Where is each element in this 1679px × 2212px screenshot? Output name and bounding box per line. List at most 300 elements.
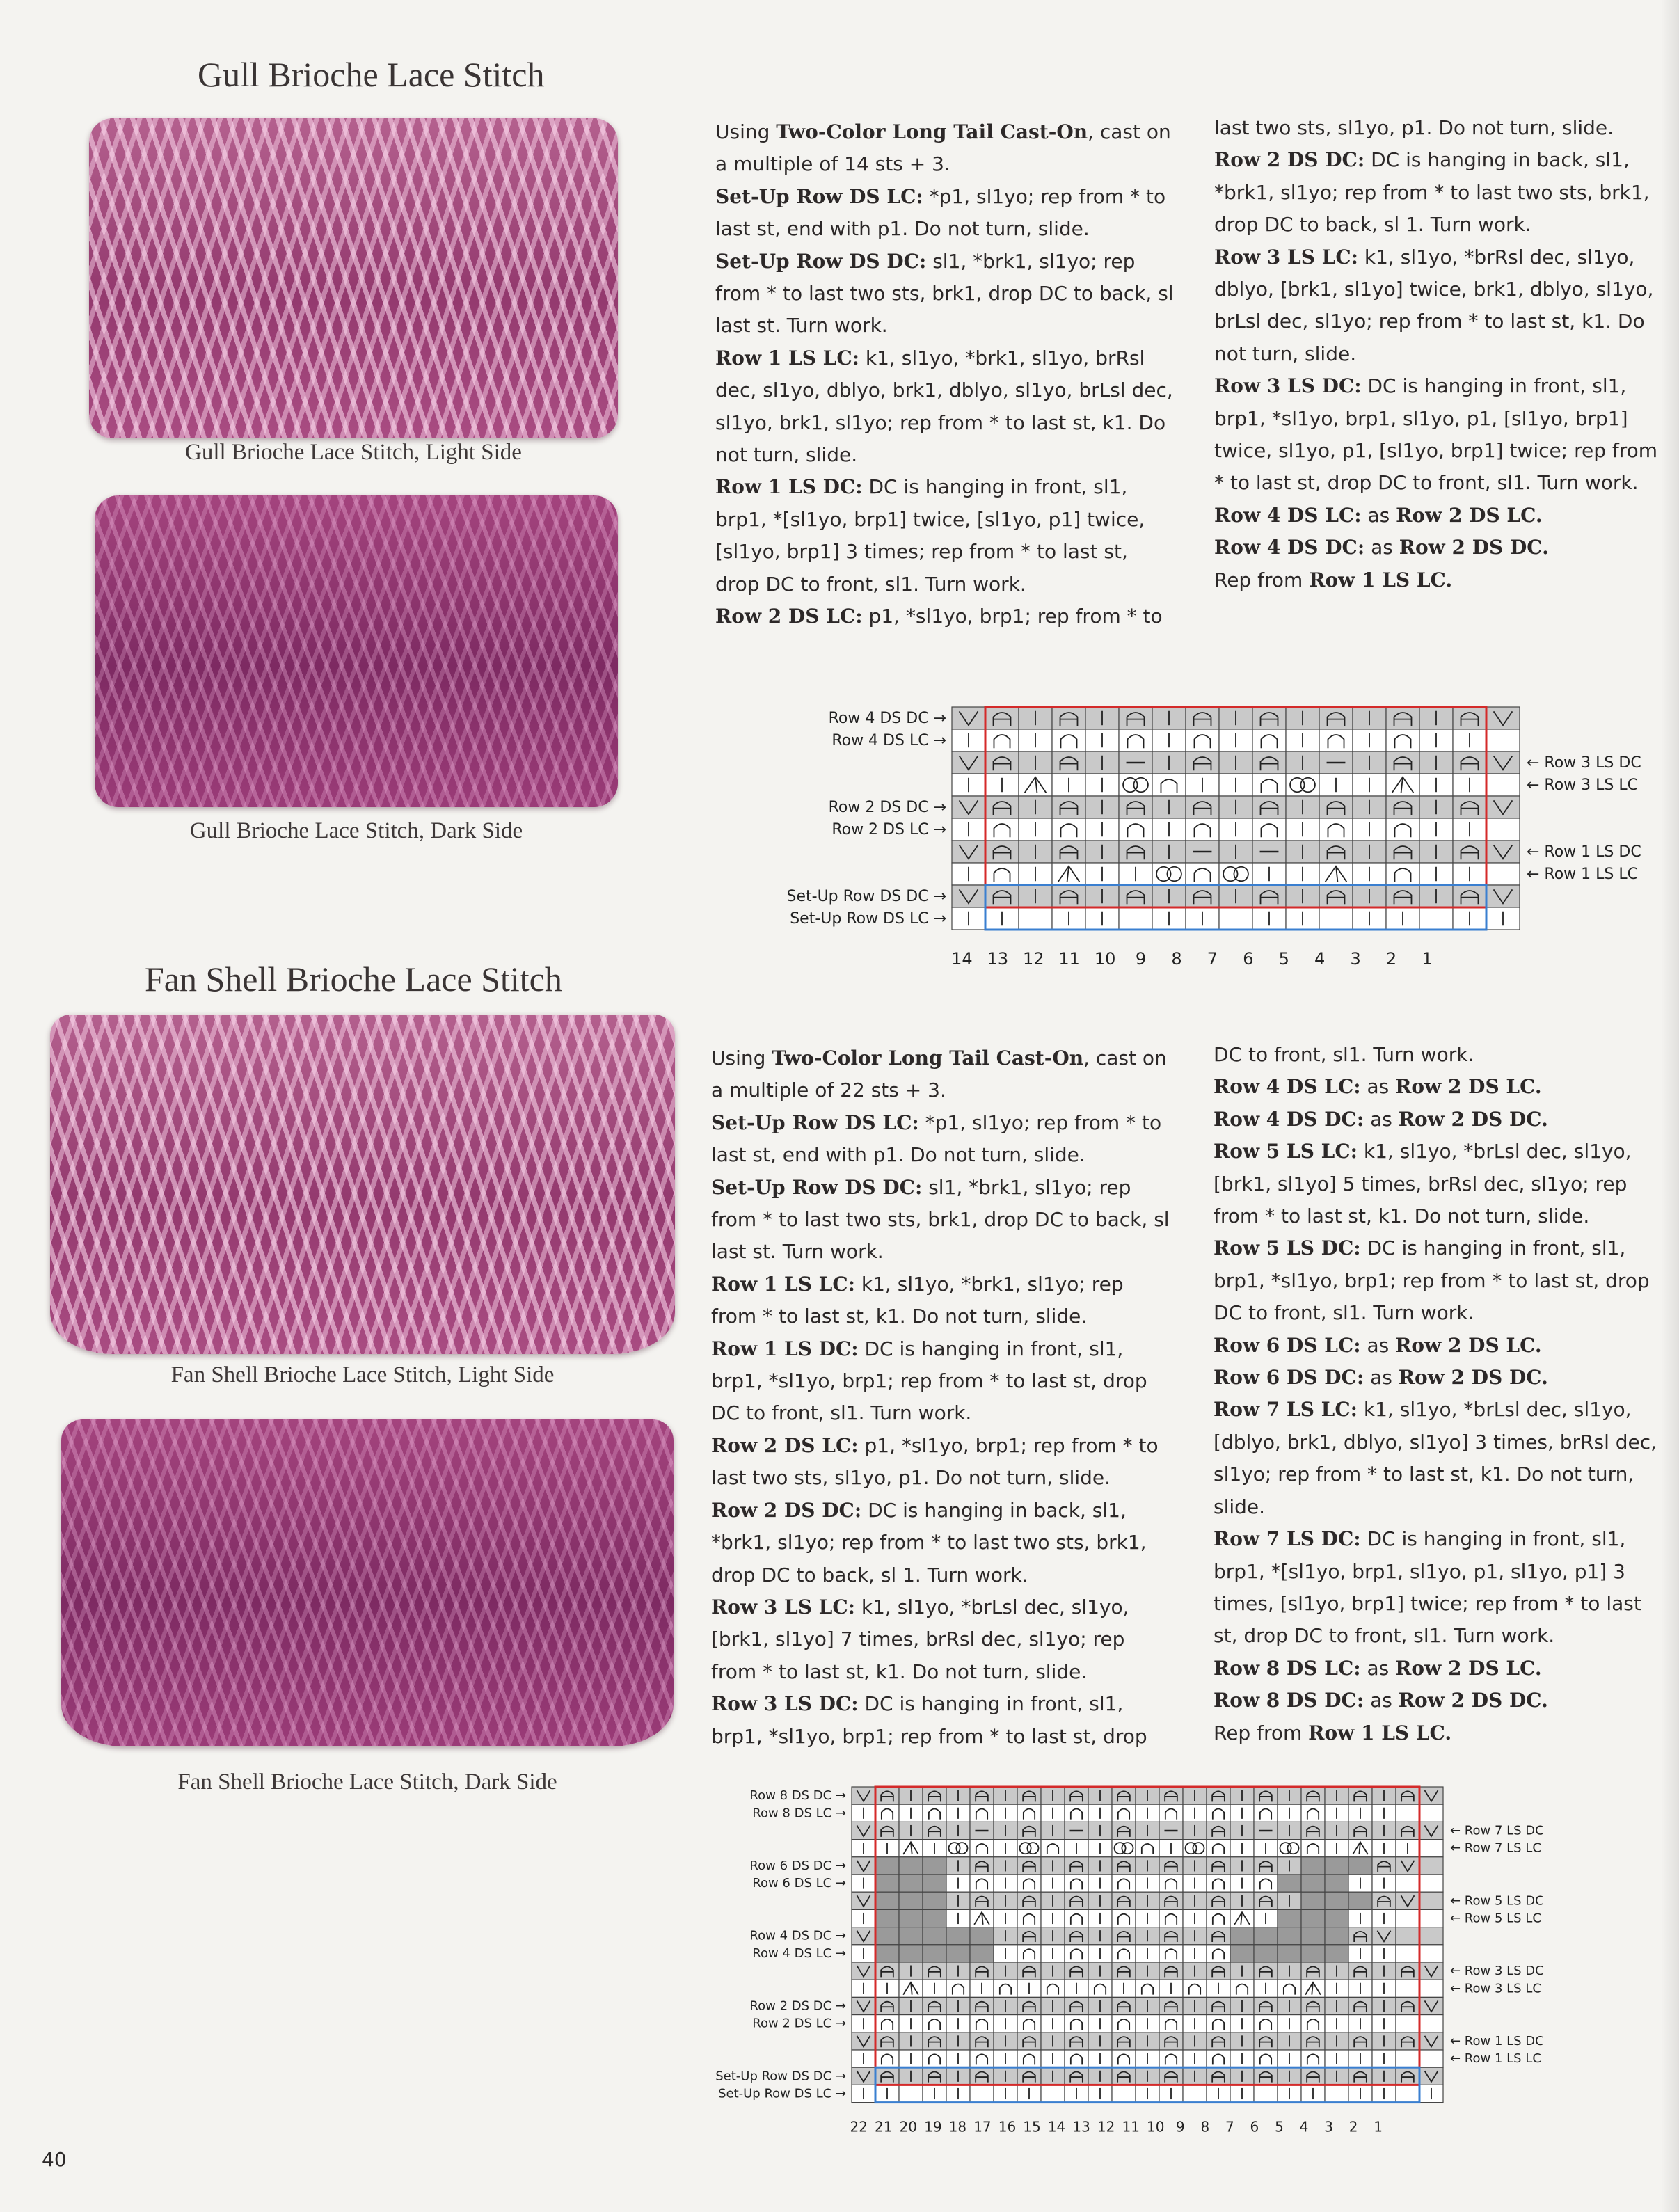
chart-cell bbox=[852, 2085, 875, 2102]
chart-symbol-brioche-knit bbox=[976, 1897, 988, 1907]
chart-cell bbox=[946, 2032, 970, 2050]
chart-cell bbox=[1348, 1980, 1372, 1997]
instruction-text: DC is hanging in front, sl1, brp1, *sl1yo, brp1; rep from * to last st, drop DC to front, sl1. Turn work. bbox=[711, 1337, 1147, 1425]
chart-cell bbox=[1254, 1840, 1278, 1857]
chart-cell bbox=[1230, 2050, 1254, 2067]
chart-symbol-brioche-purl bbox=[1024, 1879, 1035, 1889]
chart-cell bbox=[946, 1927, 970, 1945]
chart-symbol-brioche-knit bbox=[1394, 846, 1412, 859]
chart-cell bbox=[1278, 1822, 1301, 1839]
chart-cell bbox=[1159, 1822, 1183, 1839]
chart-cell bbox=[1152, 774, 1186, 796]
chart-cell bbox=[1119, 841, 1152, 863]
chart-cell bbox=[1396, 2085, 1419, 2102]
page-gutter-shadow bbox=[1661, 0, 1679, 2212]
chart-cell bbox=[1152, 729, 1186, 751]
chart-cell bbox=[970, 1787, 994, 1804]
chart-cell bbox=[1252, 863, 1286, 885]
instruction-row-label: Row 5 LS LC: bbox=[1214, 1140, 1358, 1163]
chart-cell bbox=[1041, 1980, 1065, 1997]
chart-cell bbox=[1159, 1787, 1183, 1804]
chart-symbol-brioche-purl bbox=[953, 1984, 964, 1995]
chart-cell bbox=[1119, 774, 1152, 796]
chart-symbol-brioche-purl bbox=[1213, 2054, 1224, 2064]
chart-cell bbox=[970, 2032, 994, 2050]
instruction-row-label: Set-Up Row DS DC: bbox=[711, 1175, 923, 1199]
chart-cell bbox=[952, 885, 985, 907]
chart-row-label-left: Set-Up Row DS LC → bbox=[718, 2086, 846, 2101]
chart-cell bbox=[1252, 885, 1286, 907]
chart-row-label-left: Row 8 DS DC → bbox=[749, 1788, 846, 1804]
instruction-row-label: Row 2 DS LC. bbox=[1395, 1075, 1542, 1099]
instruction-paragraph bbox=[1214, 1104, 1664, 1136]
chart-cell bbox=[1112, 1909, 1136, 1927]
chart-symbol-brioche-knit bbox=[1212, 2002, 1225, 2012]
chart-cell bbox=[1136, 1997, 1159, 2014]
chart-cell bbox=[994, 1962, 1017, 1980]
chart-cell bbox=[1085, 707, 1119, 729]
chart-cell bbox=[1183, 1927, 1207, 1945]
chart-cell bbox=[1453, 818, 1486, 841]
instruction-text: as bbox=[1364, 536, 1399, 559]
chart-symbol-slip bbox=[960, 711, 978, 725]
chart-cell bbox=[994, 1980, 1017, 1997]
chart-cell bbox=[1252, 841, 1286, 863]
swatch-photo-fan-light bbox=[50, 1015, 675, 1354]
chart-cell bbox=[1065, 1875, 1088, 1892]
chart-symbol-brioche-purl bbox=[1165, 1949, 1177, 1959]
instruction-row-label: Two-Color Long Tail Cast-On bbox=[776, 120, 1088, 143]
chart-cell bbox=[970, 2015, 994, 2032]
chart-cell bbox=[1017, 2015, 1041, 2032]
chart-symbol-double-yo bbox=[948, 1843, 960, 1854]
chart-cell bbox=[1325, 1875, 1348, 1892]
chart-symbol-brioche-knit bbox=[1261, 713, 1278, 726]
chart-cell bbox=[1052, 707, 1085, 729]
chart-column-number: 12 bbox=[1097, 2118, 1115, 2135]
chart-cell bbox=[1152, 818, 1186, 841]
instruction-text: as bbox=[1364, 1107, 1399, 1131]
chart-column-number: 7 bbox=[1225, 2118, 1234, 2135]
chart-cell bbox=[1186, 841, 1219, 863]
chart-symbol-brioche-purl bbox=[1261, 735, 1277, 748]
chart-symbol-brioche-knit bbox=[1401, 2037, 1414, 2047]
instruction-text: p1, *sl1yo, brp1; rep from * to bbox=[862, 605, 1163, 628]
chart-cell bbox=[1017, 1997, 1041, 2014]
chart-row-label-right: ← Row 7 LS LC bbox=[1450, 1840, 1541, 1856]
chart-cell bbox=[1419, 1787, 1443, 1804]
chart-row-label-left: Set-Up Row DS LC → bbox=[790, 910, 946, 928]
instruction-paragraph bbox=[1214, 112, 1660, 144]
chart-cell bbox=[1486, 796, 1520, 818]
chart-symbol-brioche-knit bbox=[1394, 757, 1412, 770]
chart-cell bbox=[1348, 1909, 1372, 1927]
chart-row-label-left: Row 4 DS LC → bbox=[752, 1946, 846, 1961]
chart-cell bbox=[1019, 774, 1052, 796]
chart-cell bbox=[899, 1840, 923, 1857]
chart-symbol-brioche-purl bbox=[1213, 2019, 1224, 2030]
instruction-row-label: Row 1 LS LC. bbox=[1309, 568, 1453, 591]
chart-cell bbox=[1207, 1840, 1230, 1857]
chart-cell bbox=[1372, 1997, 1396, 2014]
chart-cell bbox=[1453, 907, 1486, 930]
chart-cell bbox=[899, 1909, 923, 1927]
chart-cell bbox=[1112, 2085, 1136, 2102]
chart-column-number: 1 bbox=[1422, 949, 1433, 969]
chart-cell bbox=[994, 1892, 1017, 1909]
chart-symbol-double-yo bbox=[1019, 1843, 1031, 1854]
chart-symbol-brioche-purl bbox=[1024, 1949, 1035, 1959]
chart-cell bbox=[1319, 841, 1353, 863]
chart-cell bbox=[1230, 1980, 1254, 1997]
chart-symbol-brioche-purl bbox=[1060, 824, 1076, 837]
chart-column-number: 11 bbox=[1122, 2118, 1140, 2135]
chart-cell bbox=[1230, 1927, 1254, 1945]
chart-cell bbox=[1017, 2067, 1041, 2085]
chart-cell bbox=[1207, 2015, 1230, 2032]
chart-symbol-brLsl-dec bbox=[1305, 1982, 1321, 1995]
chart-cell bbox=[1186, 774, 1219, 796]
chart-cell bbox=[1017, 1892, 1041, 1909]
chart-cell bbox=[1159, 1804, 1183, 1822]
instruction-row-label: Row 7 LS DC: bbox=[1214, 1527, 1361, 1551]
chart-cell bbox=[1419, 1980, 1443, 1997]
chart-cell bbox=[1278, 1892, 1301, 1909]
chart-cell bbox=[1207, 1804, 1230, 1822]
chart-setup-outline bbox=[985, 885, 1486, 930]
chart-cell bbox=[1152, 751, 1186, 774]
chart-symbol-brioche-knit bbox=[1261, 802, 1278, 815]
chart-symbol-double-yo bbox=[1185, 1843, 1196, 1854]
chart-column-number: 5 bbox=[1275, 2118, 1284, 2135]
chart-cell bbox=[1112, 1945, 1136, 1962]
chart-cell bbox=[1065, 1892, 1088, 1909]
chart-symbol-brioche-knit bbox=[1461, 846, 1479, 859]
instruction-row-label: Row 2 DS LC: bbox=[715, 605, 863, 628]
chart-symbol-brioche-knit bbox=[1023, 1827, 1035, 1837]
chart-cell bbox=[1254, 1857, 1278, 1875]
chart-cell bbox=[1183, 1962, 1207, 1980]
instruction-paragraph bbox=[1214, 500, 1660, 532]
chart-cell bbox=[1353, 796, 1386, 818]
chart-cell bbox=[1319, 707, 1353, 729]
chart-symbol-brioche-purl bbox=[976, 2054, 987, 2064]
chart-cell bbox=[1453, 751, 1486, 774]
chart-cell bbox=[946, 1840, 970, 1857]
instruction-row-label: Row 1 LS LC. bbox=[1308, 1721, 1452, 1744]
chart-cell bbox=[1348, 1997, 1372, 2014]
chart-cell bbox=[1085, 796, 1119, 818]
chart-symbol-brioche-knit bbox=[881, 2002, 893, 2012]
chart-cell bbox=[1419, 1840, 1443, 1857]
instruction-paragraph bbox=[711, 1495, 1173, 1591]
chart-cell bbox=[946, 2050, 970, 2067]
instruction-row-label: Row 2 DS DC: bbox=[711, 1498, 862, 1522]
chart-cell bbox=[1325, 1857, 1348, 1875]
chart-cell bbox=[1041, 1787, 1065, 1804]
chart-symbol-brioche-knit bbox=[1307, 1791, 1319, 1801]
chart-symbol-brioche-knit bbox=[1212, 2037, 1225, 2047]
chart-cell bbox=[970, 2067, 994, 2085]
instruction-text: Using bbox=[715, 120, 777, 143]
chart-cell bbox=[1159, 1857, 1183, 1875]
chart-cell bbox=[1219, 751, 1252, 774]
chart-cell bbox=[899, 2032, 923, 2050]
chart-row-label-right: ← Row 7 LS DC bbox=[1450, 1823, 1544, 1838]
instruction-text: k1, sl1yo, *brk1, sl1yo, brRsl dec, sl1yo, dblyo, brk1, dblyo, sl1yo, brLsl dec, sl1yo, brk1, sl1yo; rep from * to last st, k1. Do not turn, slide. bbox=[715, 346, 1173, 467]
chart-symbol-brioche-knit bbox=[1023, 1861, 1035, 1872]
swatch-photo-fan-dark bbox=[61, 1419, 674, 1746]
chart-symbol-brioche-purl bbox=[1328, 735, 1344, 748]
chart-cell bbox=[1065, 2085, 1088, 2102]
chart-cell bbox=[1386, 885, 1419, 907]
chart-cell bbox=[1152, 707, 1186, 729]
chart-cell bbox=[1453, 885, 1486, 907]
chart-row-label-right: ← Row 1 LS DC bbox=[1450, 2033, 1544, 2048]
chart-cell bbox=[970, 1980, 994, 1997]
chart-column-number: 13 bbox=[1072, 2118, 1090, 2135]
chart-symbol-brRsl-dec bbox=[1326, 866, 1347, 882]
chart-symbol-brRsl-dec bbox=[903, 1842, 918, 1854]
chart-symbol-brioche-purl bbox=[976, 1844, 987, 1854]
chart-cell bbox=[1136, 1857, 1159, 1875]
chart-cell bbox=[1186, 729, 1219, 751]
chart-column-number: 4 bbox=[1314, 949, 1326, 969]
chart-cell bbox=[1183, 1909, 1207, 1927]
chart-cell bbox=[1230, 2067, 1254, 2085]
chart-symbol-brioche-purl bbox=[1165, 1914, 1177, 1925]
chart-cell bbox=[1088, 1804, 1112, 1822]
chart-cell bbox=[1396, 1909, 1419, 1927]
instruction-row-label: Row 2 DS LC: bbox=[711, 1433, 859, 1457]
chart-cell bbox=[1088, 1857, 1112, 1875]
chart-cell bbox=[1396, 2067, 1419, 2085]
chart-symbol-brioche-knit bbox=[1194, 757, 1211, 770]
chart-cell bbox=[1319, 818, 1353, 841]
chart-cell bbox=[1325, 1927, 1348, 1945]
chart-cell bbox=[1159, 1962, 1183, 1980]
chart-symbol-brioche-purl bbox=[1127, 735, 1143, 748]
chart-cell bbox=[994, 2050, 1017, 2067]
chart-cell bbox=[1017, 1909, 1041, 1927]
chart-cell bbox=[1353, 863, 1386, 885]
chart-symbol-brioche-knit bbox=[1060, 846, 1078, 859]
chart-cell bbox=[1065, 2067, 1088, 2085]
chart-cell bbox=[1419, 841, 1453, 863]
instruction-text: DC is hanging in front, sl1, brp1, *[sl1yo, brp1, sl1yo, p1, sl1yo, p1] 3 times, [sl1yo, brp1] twice; rep from * to last st, drop DC to front, sl1. Turn work. bbox=[1214, 1527, 1641, 1648]
chart-cell bbox=[1252, 774, 1286, 796]
chart-symbol-slip bbox=[1494, 711, 1513, 725]
chart-cell bbox=[899, 1997, 923, 2014]
chart-column-number: 22 bbox=[850, 2118, 868, 2135]
chart-cell bbox=[1486, 751, 1520, 774]
chart-row-label-left: Row 6 DS LC → bbox=[752, 1876, 846, 1891]
chart-cell bbox=[1301, 1997, 1325, 2014]
chart-symbol-brioche-knit bbox=[1070, 2037, 1083, 2047]
chart-cell bbox=[1325, 1980, 1348, 1997]
chart-symbol-brioche-knit bbox=[1165, 1791, 1177, 1801]
chart-cell bbox=[1254, 1997, 1278, 2014]
chart-cell bbox=[923, 1787, 946, 1804]
chart-repeat-outline bbox=[875, 1787, 1419, 2085]
chart-symbol-slip bbox=[1424, 1825, 1438, 1836]
chart-cell bbox=[1017, 1857, 1041, 1875]
chart-cell bbox=[946, 1822, 970, 1839]
chart-symbol-brioche-knit bbox=[1259, 1897, 1272, 1907]
chart-cell bbox=[1017, 1804, 1041, 1822]
chart-cell bbox=[1017, 2032, 1041, 2050]
instruction-row-label: Row 8 DS DC: bbox=[1214, 1689, 1364, 1712]
chart-cell bbox=[1112, 1875, 1136, 1892]
chart-symbol-double-yo bbox=[1287, 1843, 1298, 1854]
chart-cell bbox=[1088, 1909, 1112, 1927]
chart-cell bbox=[1065, 2015, 1088, 2032]
instruction-row-label: Row 3 LS DC: bbox=[1214, 374, 1362, 398]
chart-cell bbox=[1278, 1945, 1301, 1962]
chart-cell bbox=[1396, 1875, 1419, 1892]
chart-cell bbox=[1207, 2032, 1230, 2050]
chart-cell bbox=[1325, 1962, 1348, 1980]
instruction-paragraph bbox=[1214, 1717, 1664, 1749]
chart-cell bbox=[1252, 707, 1286, 729]
chart-symbol-double-yo bbox=[1223, 867, 1237, 881]
chart-cell bbox=[970, 1840, 994, 1857]
chart-symbol-brioche-purl bbox=[1213, 1809, 1224, 1820]
chart-cell bbox=[1152, 796, 1186, 818]
chart-symbol-brioche-purl bbox=[1165, 2054, 1177, 2064]
chart-symbol-double-yo bbox=[1300, 778, 1314, 792]
chart-cell bbox=[1353, 774, 1386, 796]
chart-cell bbox=[1065, 1804, 1088, 1822]
chart-cell bbox=[1372, 1945, 1396, 1962]
chart-column-number: 19 bbox=[924, 2118, 942, 2135]
chart-cell bbox=[1207, 2085, 1230, 2102]
chart-cell bbox=[1348, 2015, 1372, 2032]
instruction-text: k1, sl1yo, *brLsl dec, sl1yo, [brk1, sl1yo] 7 times, brRsl dec, sl1yo; rep from * to last st, k1. Do not turn, slide. bbox=[711, 1595, 1129, 1683]
chart-repeat-outline bbox=[985, 707, 1486, 907]
instruction-row-label: Row 4 DS DC: bbox=[1214, 536, 1365, 559]
chart-symbol-brioche-purl bbox=[1047, 1984, 1058, 1995]
chart-cell bbox=[1286, 707, 1319, 729]
chart-symbol-brioche-knit bbox=[994, 802, 1011, 815]
chart-symbol-brioche-purl bbox=[1260, 2019, 1271, 2030]
chart-cell bbox=[1278, 2015, 1301, 2032]
chart-cell bbox=[1386, 818, 1419, 841]
chart-cell bbox=[970, 1875, 994, 1892]
chart-cell bbox=[1065, 2050, 1088, 2067]
chart-symbol-slip bbox=[857, 1966, 870, 1977]
chart-symbol-slip bbox=[857, 2071, 870, 2082]
chart-cell bbox=[1254, 1962, 1278, 1980]
chart-setup-outline bbox=[875, 2067, 1419, 2102]
instruction-paragraph bbox=[1214, 564, 1660, 596]
chart-symbol-brioche-purl bbox=[994, 868, 1010, 882]
chart-cell bbox=[1159, 1892, 1183, 1909]
instruction-row-label: Two-Color Long Tail Cast-On bbox=[772, 1047, 1084, 1069]
chart-symbol-brioche-knit bbox=[1401, 1791, 1414, 1801]
chart-symbol-double-yo bbox=[1290, 778, 1304, 792]
instruction-paragraph bbox=[1214, 1136, 1664, 1232]
chart-cell bbox=[985, 863, 1019, 885]
chart-cell bbox=[1041, 2067, 1065, 2085]
chart-cell bbox=[1136, 1840, 1159, 1857]
chart-cell bbox=[1396, 1945, 1419, 1962]
swatch-photo-gull-light bbox=[89, 118, 618, 438]
instruction-row-label: Set-Up Row DS LC: bbox=[711, 1111, 919, 1134]
chart-cell bbox=[1119, 796, 1152, 818]
chart-cell bbox=[1486, 729, 1520, 751]
chart-cell bbox=[1119, 863, 1152, 885]
instruction-text: k1, sl1yo, *brLsl dec, sl1yo, [dblyo, brk1, dblyo, sl1yo] 3 times, brRsl dec, sl1yo; rep from * to last st, k1. Do not turn, slide. bbox=[1214, 1398, 1657, 1518]
chart-symbol-brioche-purl bbox=[1142, 1984, 1153, 1995]
chart-cell bbox=[1183, 2032, 1207, 2050]
chart-cell bbox=[923, 2032, 946, 2050]
chart-cell bbox=[852, 2067, 875, 2085]
chart-symbol-brioche-knit bbox=[976, 2037, 988, 2047]
chart-cell bbox=[1348, 2067, 1372, 2085]
chart-column-number: 11 bbox=[1058, 949, 1080, 969]
chart-cell bbox=[1325, 2015, 1348, 2032]
chart-cell bbox=[1348, 1892, 1372, 1909]
chart-cell bbox=[1041, 1927, 1065, 1945]
instruction-text: DC is hanging in front, sl1, brp1, *sl1yo, brp1; rep from * to last st, drop DC to front, sl1. Turn work. bbox=[1214, 1236, 1650, 1325]
chart-cell bbox=[946, 2085, 970, 2102]
chart-symbol-brioche-purl bbox=[1328, 824, 1344, 837]
chart-cell bbox=[1419, 729, 1453, 751]
chart-symbol-slip bbox=[960, 845, 978, 859]
chart-cell bbox=[1348, 1787, 1372, 1804]
chart-cell bbox=[946, 2067, 970, 2085]
chart-symbol-brioche-purl bbox=[1047, 1844, 1058, 1854]
chart-cell bbox=[1017, 1822, 1041, 1839]
instruction-text: as bbox=[1360, 1075, 1396, 1099]
instruction-paragraph bbox=[711, 1591, 1173, 1688]
chart-cell bbox=[1065, 1962, 1088, 1980]
chart-cell bbox=[1419, 2050, 1443, 2067]
chart-cell bbox=[1019, 818, 1052, 841]
chart-cell bbox=[852, 1787, 875, 1804]
chart-cell bbox=[1278, 1909, 1301, 1927]
chart-cell bbox=[1278, 1980, 1301, 1997]
swatch-photo-gull-dark bbox=[95, 495, 618, 807]
chart-cell bbox=[1319, 885, 1353, 907]
chart-cell bbox=[1319, 796, 1353, 818]
chart-symbol-brioche-knit bbox=[1212, 2072, 1225, 2083]
chart-cell bbox=[1017, 1980, 1041, 1997]
chart-row-label-left: Row 6 DS DC → bbox=[749, 1858, 846, 1873]
chart-cell bbox=[899, 1787, 923, 1804]
chart-cell bbox=[1372, 1804, 1396, 1822]
chart-cell bbox=[1159, 2067, 1183, 2085]
chart-cell bbox=[1254, 2032, 1278, 2050]
chart-symbol-brioche-purl bbox=[1213, 1914, 1224, 1925]
chart-symbol-brioche-purl bbox=[1394, 735, 1410, 748]
chart-cell bbox=[1065, 1997, 1088, 2014]
chart-cell bbox=[1396, 1892, 1419, 1909]
caption-gull-light: Gull Brioche Lace Stitch, Light Side bbox=[185, 440, 522, 465]
chart-cell bbox=[1230, 1945, 1254, 1962]
chart-cell bbox=[1278, 2085, 1301, 2102]
chart-cell bbox=[1183, 2015, 1207, 2032]
chart-cell bbox=[1017, 1927, 1041, 1945]
chart-cell bbox=[1041, 2015, 1065, 2032]
chart-cell bbox=[970, 1804, 994, 1822]
instruction-text: *p1, sl1yo; rep from * to last st, end with p1. Do not turn, slide. bbox=[715, 184, 1166, 241]
chart-row-label-left: Row 2 DS DC → bbox=[749, 1998, 846, 2014]
chart-cell bbox=[970, 1945, 994, 1962]
chart-cell bbox=[875, 1822, 899, 1839]
chart-cell bbox=[1386, 751, 1419, 774]
